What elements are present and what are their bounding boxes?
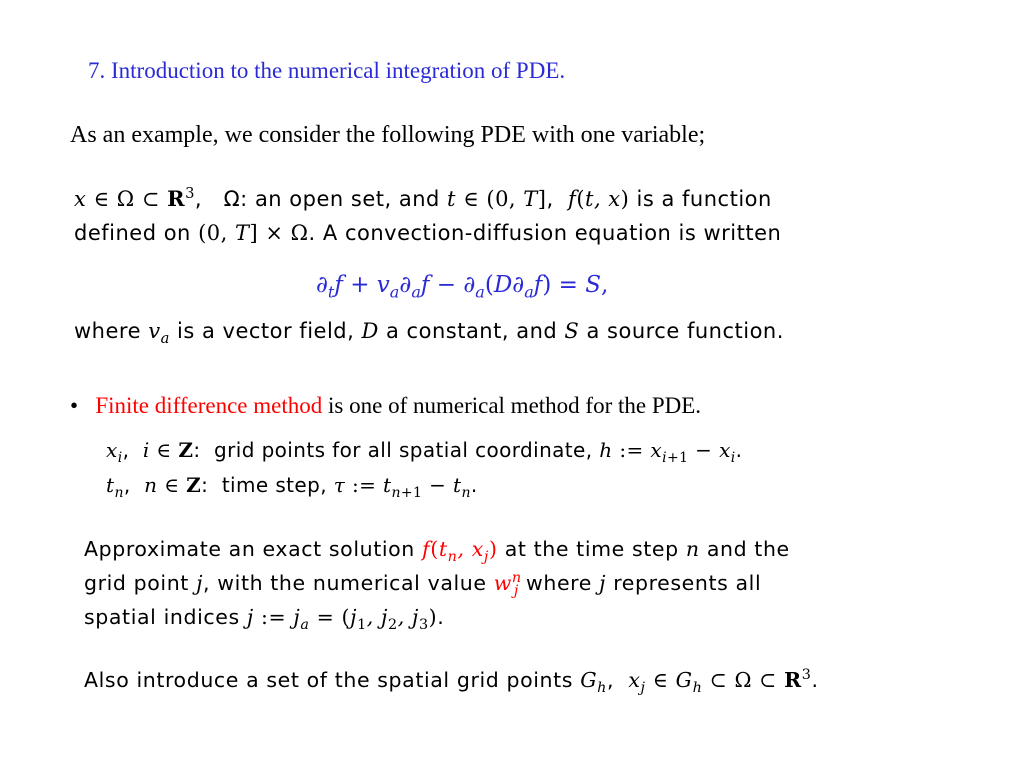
bullet-rest: is one of numerical method for the PDE. [322,393,702,418]
definition-line-2: defined on (0, T] × Ω. A convection-diffusion equation is written [74,221,782,245]
where-j-text: where [526,571,592,595]
at-time-step-text: at the time step [504,537,679,561]
grid-set-line: Also introduce a set of the spatial grid points $G_h$, $x_j$ ∈ $G_h$ ⊂ Ω ⊂ $R^3$. [84,667,819,697]
time-step-line: $t_n$, n ∈ Z: time step, τ := $t_{n+1} - t_n$. [106,473,478,501]
pde-equation: $\partial_tf + v_a\partial_af - \partial_a(D\partial_af) = S$, [316,272,609,302]
spatial-indices-text: spatial indices [84,605,240,629]
source-function-text: a source function. [586,319,784,343]
bullet-item [70,393,701,419]
where-line: where $v_a$ is a vector field, D a constant, and S a source function. [74,319,784,348]
where-text: where [74,319,141,343]
approximate-line-2: grid point j, with the numerical value $w^n_j$ where j represents all [84,570,762,600]
and-the-text: and the [706,537,790,561]
is-a-function-text: is a function [636,187,772,211]
slide-title: 7. Introduction to the numerical integration of PDE. [88,58,566,83]
convection-diffusion-text: . A convection-diffusion equation is written [308,221,782,245]
approximate-line-3: spatial indices j := $j_a = (j_1$, $j_2$, $j_3$). [84,605,445,634]
also-introduce-text: Also introduce a set of the spatial grid points [84,668,574,692]
bullet-marker: • [70,393,79,418]
time-step-text: time step, [221,473,327,497]
intro-sentence: As an example, we consider the following PDE with one variable; [70,122,706,148]
grid-points-text: grid points for all spatial coordinate, [214,438,593,462]
bullet-highlight: Finite difference method [95,393,323,418]
defined-on-text: defined on [74,221,191,245]
vector-field-text: is a vector field, [177,319,355,343]
omega-label: Ω: [223,187,248,211]
approximate-line-1: Approximate an exact solution $f(t_n$, $x_j$) at the time step n and the [84,537,790,566]
represents-all-text: represents all [613,571,762,595]
approximate-text: Approximate an exact solution [84,537,415,561]
definition-line-1: x ∈ Ω ⊂ $R^3$, Ω: an open set, and t ∈ (0, T], f(t, x) is a function [74,185,772,211]
a-constant-text: a constant, and [386,319,558,343]
open-set-text: an open set, and [254,187,440,211]
numerical-value-text: , with the numerical value [203,571,487,595]
grid-points-line: $x_i$, i ∈ Z: grid points for all spatial coordinate, h := $x_{i+1} - x_i$. [106,438,743,466]
grid-point-text: grid point [84,571,189,595]
